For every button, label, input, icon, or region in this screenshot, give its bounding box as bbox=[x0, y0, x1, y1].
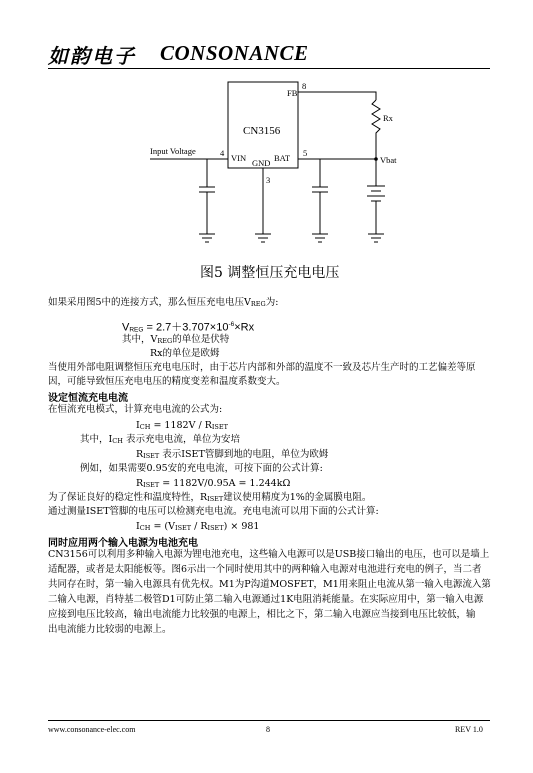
vreg-intro: 如果采用图5中的连接方式，那么恒压充电电压$V_{REG}$为: bbox=[48, 297, 279, 308]
dual-input-line: 共同存在时，第一输入电源具有优先权。M1为P沟道MOSFET，M1用来阻止电流从第一输入电源流入第 bbox=[48, 579, 491, 590]
vreg-formula: $V_{REG} = 2.7+3.707\times 10^{-6}\times Rx$ bbox=[122, 321, 255, 334]
ich-where: 其中，$I_{CH}$ 表示充电电流，单位为安培 bbox=[80, 434, 240, 445]
riset-note: 为了保证良好的稳定性和温度特性，$R_{ISET}$建议使用精度为1%的金属膜电阻。 bbox=[48, 492, 372, 503]
vbat-label: Vbat bbox=[380, 155, 397, 165]
pin-bat-label: BAT bbox=[274, 153, 291, 163]
input-voltage-label: Input Voltage bbox=[150, 146, 196, 156]
dual-input-line: 出电流能力比较弱的电源上。 bbox=[48, 624, 172, 635]
rx-unit-note: Rx的单位是欧姆 bbox=[150, 348, 220, 359]
brand-english-logo: CONSONANCE bbox=[160, 41, 309, 65]
dual-input-line: 应接到电压比较高，输出电流能力比较强的电源上，相比之下，第二输入电源应当接到电压比较低，输 bbox=[48, 609, 476, 620]
pin-fb-label: FB bbox=[287, 88, 298, 98]
circuit-diagram bbox=[140, 76, 410, 252]
riset-formula: $R_{ISET} = 1182V/0.95A = 1.244k\Omega$ bbox=[136, 478, 291, 489]
vreg-para-line-2: 因，可能导致恒压充电电压的精度变差和温度系数变大。 bbox=[48, 376, 286, 387]
section-heading-current: 设定恒流充电电流 bbox=[48, 393, 128, 404]
section-heading-dual-input: 同时应用两个输入电源为电池充电 bbox=[48, 538, 198, 549]
pin-bat-number: 5 bbox=[303, 148, 308, 158]
chip-name: CN3156 bbox=[243, 125, 281, 137]
header-divider bbox=[48, 68, 490, 69]
dual-input-line: 二输入电源，肖特基二极管D1可防止第二输入电源通过1K电阻消耗能量。在实际应用中，第一输入电源 bbox=[48, 594, 484, 605]
footer-page-number: 8 bbox=[266, 725, 270, 734]
dual-input-line: CN3156可以利用多种输入电源为锂电池充电，这些输入电源可以是USB接口输出的电压，也可以是墙上 bbox=[48, 549, 490, 560]
ich-formula: $I_{CH} = 1182V / R_{ISET}$ bbox=[136, 420, 228, 431]
brand-chinese-logo: 如韵电子 bbox=[48, 44, 136, 68]
vbat-node bbox=[374, 157, 378, 161]
iset-measure-note: 通过测量ISET管脚的电压可以检测充电电流。充电电流可以用下面的公式计算: bbox=[48, 506, 379, 517]
pin-vin-label: VIN bbox=[231, 153, 247, 163]
vreg-para-line-1: 当使用外部电阻调整恒压充电电压时，由于芯片内部和外部的温度不一致及芯片生产时的工艺偏差等原 bbox=[48, 362, 476, 373]
riset-where: $R_{ISET}$ 表示ISET管脚到地的电阻，单位为欧姆 bbox=[136, 449, 329, 460]
pin-gnd-label: GND bbox=[252, 158, 271, 168]
fb-wire bbox=[298, 92, 376, 100]
footer-revision: REV 1.0 bbox=[455, 725, 483, 734]
figure-caption: 图5 调整恒压充电电压 bbox=[200, 265, 340, 281]
vreg-unit-note: 其中，$V_{REG}$的单位是伏特 bbox=[122, 334, 230, 345]
dual-input-line: 适配器，或者是太阳能板等。图6示出一个同时使用其中的两种输入电源对电池进行充电的例子，当二者 bbox=[48, 564, 482, 575]
footer-divider bbox=[48, 720, 490, 721]
ich-measure-formula: $I_{CH} = (V_{ISET} / R_{ISET}) \times 981$ bbox=[136, 521, 260, 532]
pin-gnd-number: 3 bbox=[266, 175, 271, 185]
pin-fb-number: 8 bbox=[302, 81, 307, 91]
pin-vin-number: 4 bbox=[220, 148, 225, 158]
rx-label: Rx bbox=[383, 113, 393, 123]
footer-website: www.consonance-elec.com bbox=[48, 725, 136, 734]
current-example: 例如，如果需要0.95安的充电电流，可按下面的公式计算: bbox=[80, 463, 323, 474]
rx-resistor bbox=[372, 100, 380, 159]
current-intro: 在恒流充电模式，计算充电电流的公式为: bbox=[48, 404, 223, 415]
